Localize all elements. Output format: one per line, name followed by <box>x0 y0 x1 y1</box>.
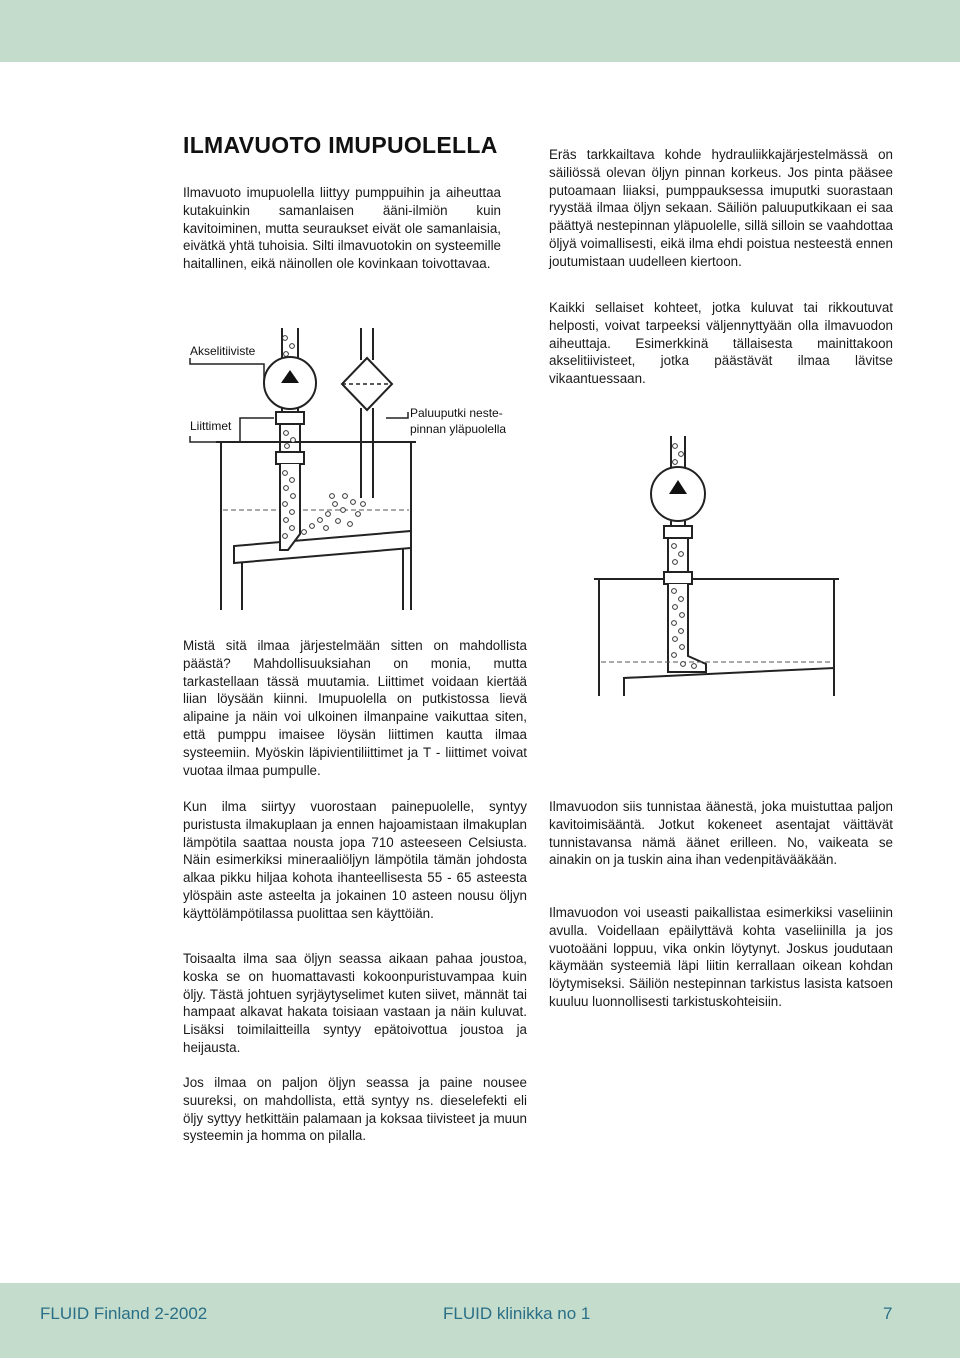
left-paragraph-2: Mistä sitä ilmaa järjestelmään sitten on mahdollista päästä? Mahdollisuuksiahan on monia, mutta tarkastellaan tässä muutamia. Liittimet voidaan kiertää liian löysään kiinni. Imupuolella on putkistossa lievä alipaine ja näin voi ulkoinen ilmanpaine vaikuttaa siten, että pumppu imaisee löysän liittimen kautta ilmaa systeemiin. Myöskin läpivientiliittimet ja T - liittimet voivat vuotaa ilmaa pumpulle. <box>183 638 527 778</box>
left-paragraph-1: Ilmavuoto imupuolella liittyy pumppuihin ja aiheuttaa kutakuinkin samanlaisen ääni-ilmiön kuin kavitoiminen, mutta seuraukset eivät ole samanlaisia, eivätkä yhtä tuhoisia. Silti ilmavuotokin on systeemille haitallinen, eikä näinollen ole kovinkaan toivottavaa. <box>183 185 501 272</box>
right-paragraph-1: Eräs tarkkailtava kohde hydrauliikkajärjestelmässä on säiliössä olevan öljyn pinnan korkeus. Jos pinta pääsee putoamaan liiaksi, pumppauksessa imuputki suorastaan ryystää ilmaa öljyn sekaan. Säiliön paluuputkikaan ei saa päättyä nestepinnan yläpuolelle, sillä silloin se vaahdottaa öljyä voimallisesti, eikä ilma ehdi poistua nesteestä ennen joutumistaan uudelleen kiertoon. <box>549 147 893 269</box>
label-fittings: Liittimet <box>190 419 232 433</box>
right-paragraph-3: Ilmavuodon siis tunnistaa äänestä, joka muistuttaa paljon kavitoimisääntä. Jotkut kokeneet asentajat väittävät tunnistavansa nämä äänet erilleen. No, vaikeata se ainakin on ja tuskin aina ihan vedenpitävääkään. <box>549 799 893 868</box>
top-color-band <box>0 0 960 62</box>
figure-correct-tank <box>594 436 844 696</box>
page-title: ILMAVUOTO IMUPUOLELLA <box>183 132 498 158</box>
left-paragraph-3: Kun ilma siirtyy vuorostaan painepuolelle, syntyy puristusta ilmakuplaan ja ennen hajoamistaan ilmakuplan lämpötila saattaa nousta jopa 710 asteeseen Celsiusta. Näin esimerkiksi mineraaliöljyn lämpötila tämän johdosta alkaa pikku hiljaa kohota ihanteellisesta 55 - 65 asteesta ylöspäin aste asteelta ja jokainen 10 asteen nousu öljyn käyttölämpötilassa puolittaa sen käyttöiän. <box>183 799 527 921</box>
label-shaft-seal: Akselitiiviste <box>190 344 256 358</box>
left-paragraph-5: Jos ilmaa on paljon öljyn seassa ja paine nousee suureksi, on mahdollista, että syntyy ns. dieselefekti eli öljy syttyy hetkittäin palamaan ja koksaa tiivisteet ja muun systeemin ja homma on pilalla. <box>183 1075 527 1144</box>
fitting-upper <box>276 412 304 424</box>
footer-section: FLUID klinikka no 1 <box>443 1304 591 1323</box>
fitting-lower <box>276 452 304 464</box>
page-number: 7 <box>883 1304 893 1323</box>
right-paragraph-4: Ilmavuodon voi useasti paikallistaa esimerkiksi vaseliinin avulla. Voidellaan epäilyttävä kohta vaseliinilla ja jos vuotoääni loppuu, vika onkin löytynyt. Joskus joudutaan käymään systeemiä läpi liitin kerrallaan oikean kohdan löytymiseksi. Säiliön nestepinnan tarkistus lasista katsoen kuuluu luonnollisesti tarkistuskohteisiin. <box>549 905 893 1009</box>
figure-air-leak-tank <box>180 318 540 610</box>
fitting-upper <box>664 526 692 538</box>
left-paragraph-4: Toisaalta ilma saa öljyn seassa aikaan pahaa joustoa, koska se on huomattavasti kokoonpuristuvampaa kuin öljy. Tästä johtuen syrjäytyselimet kuten siivet, männät tai hampaat alkavat hakata toisiaan vastaan ja näin kuluvat. Lisäksi toimilaitteilla syntyy epätoivottua joustoa ja heijausta. <box>183 951 527 1055</box>
label-return-line-1: Paluuputki neste- <box>410 406 503 420</box>
right-paragraph-2: Kaikki sellaiset kohteet, jotka kuluvat tai rikkoutuvat helposti, voivat tarpeeksi väljennyttyään olla ilmavuodon aiheuttaja. Esimerkkinä tällaisesta mainittakoon akselitiivisteet, jotka päästävät ilmaa lävitse vikaantuessaan. <box>549 300 893 387</box>
tank-baffle <box>234 531 411 563</box>
fitting-lower <box>664 572 692 584</box>
label-return-line-2: pinnan yläpuolella <box>410 422 507 436</box>
footer-publication: FLUID Finland 2-2002 <box>40 1304 208 1323</box>
